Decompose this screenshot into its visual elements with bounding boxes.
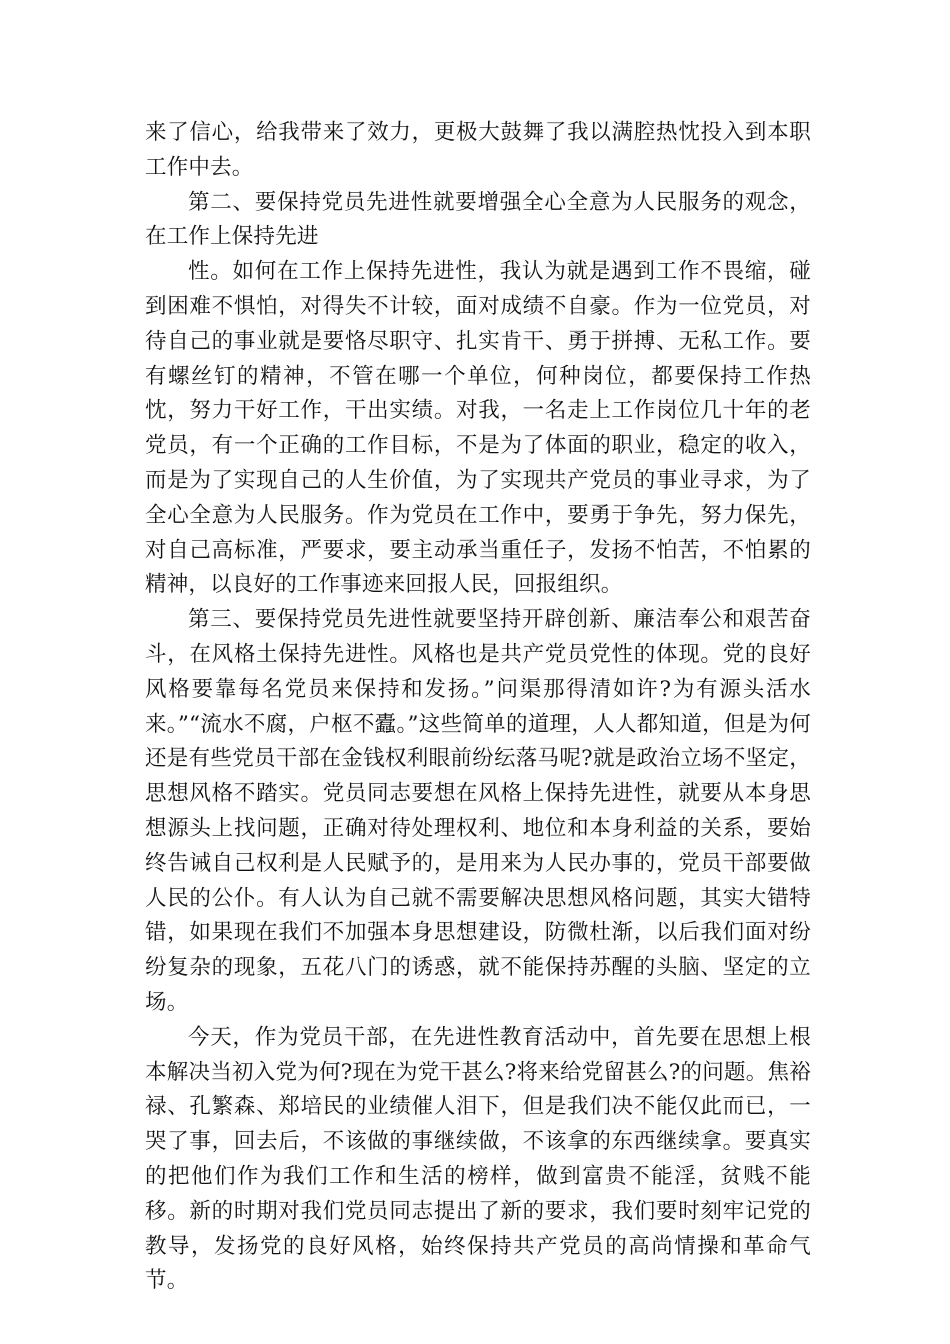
document-body xyxy=(145,116,811,1299)
paragraph-4: 第三、要保持党员先进性就要坚持开辟创新、廉洁奉公和艰苦奋斗，在风格土保持先进性。风格也是共产党员党性的体现。党的良好风格要靠每名党员来保持和发扬。”问渠那得清如许?为有源头活水来。”“流水不腐，户枢不蠹。”这些简单的道理，人人都知道，但是为何还是有些党员干部在金钱权利眼前纷纭落马呢?就是政治立场不坚定，思想风格不踏实。党员同志要想在风格上保持先进性，就要从本身思想源头上找问题，正确对待处理权利、地位和本身利益的关系，要始终告诫自己权利是人民赋予的，是用来为人民办事的，党员干部要做人民的公仆。有人认为自己就不需要解决思想风格问题，其实大错特错，如果现在我们不加强本身思想建设，防微杜渐，以后我们面对纷纷复杂的现象，五花八门的诱惑，就不能保持苏醒的头脑、坚定的立场。 xyxy=(145,607,811,1015)
paragraph-5: 今天，作为党员干部，在先进性教育活动中，首先要在思想上根本解决当初入党为何?现在为党干甚么?将来给党留甚么?的问题。焦裕禄、孔繁森、郑培民的业绩催人泪下，但是我们决不能仅此而已，一哭了事，回去后，不该做的事继续做，不该拿的东西继续拿。要真实的把他们作为我们工作和生活的榜样，做到富贵不能淫，贫贱不能移。新的时期对我们党员同志提出了新的要求，我们要时刻牢记党的教导，发扬党的良好风格，始终保持共产党员的高尚情操和革命气节。 xyxy=(145,1024,811,1294)
paragraph-2: 第二、要保持党员先进性就要增强全心全意为人民服务的观念，在工作上保持先进 xyxy=(145,189,811,250)
paragraph-1: 来了信心，给我带来了效力，更极大鼓舞了我以满腔热忱投入到本职工作中去。 xyxy=(145,120,811,180)
paragraph-3: 性。如何在工作上保持先进性，我认为就是遇到工作不畏缩，碰到困难不惧怕，对得失不计较，面对成绩不自豪。作为一位党员，对待自己的事业就是要恪尽职守、扎实肯干、勇于拼搏、无私工作。要有螺丝钉的精神，不管在哪一个单位，何种岗位，都要保持工作热忱，努力干好工作，干出实绩。对我，一名走上工作岗位几十年的老党员，有一个正确的工作目标，不是为了体面的职业，稳定的收入，而是为了实现自己的人生价值，为了实现共产党员的事业寻求，为了全心全意为人民服务。作为党员在工作中，要勇于争先，努力保先，对自己高标准，严要求，要主动承当重任子，发扬不怕苦，不怕累的精神，以良好的工作事迹来回报人民，回报组织。 xyxy=(145,259,811,598)
